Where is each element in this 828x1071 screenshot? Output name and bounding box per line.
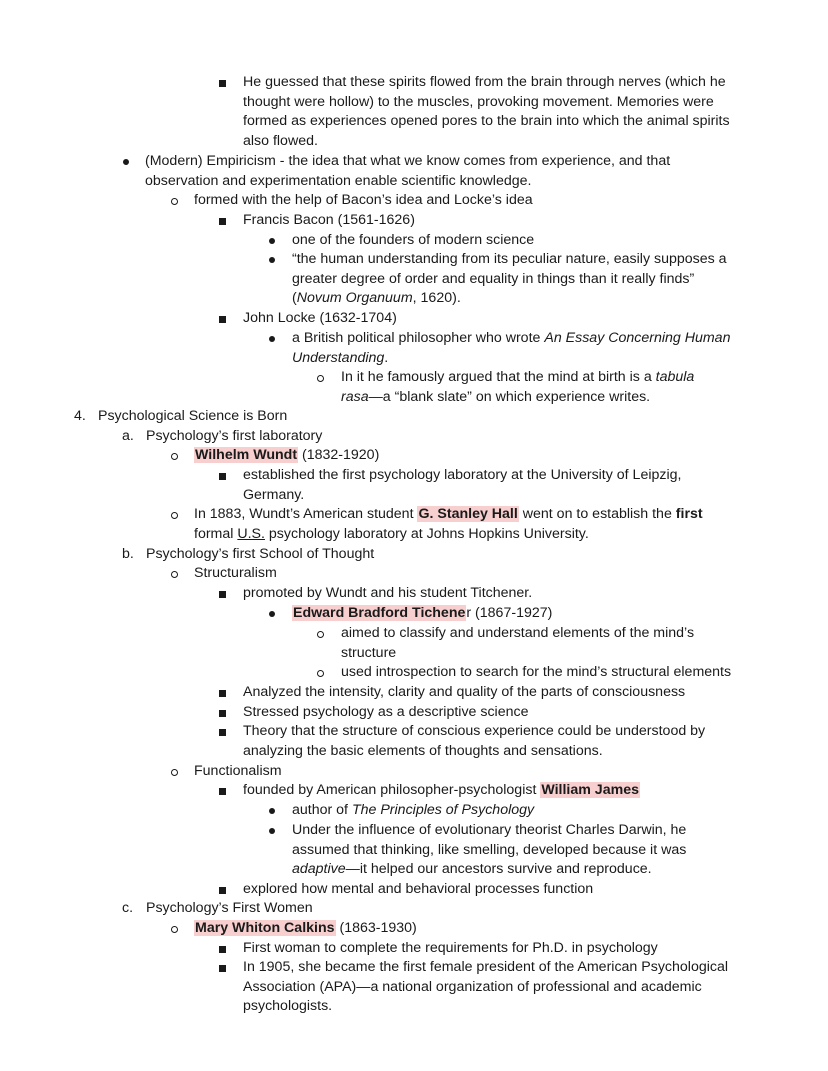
- list-letter: c.: [122, 900, 134, 916]
- text-line: [292, 801, 534, 821]
- circle-bullet-icon: [171, 512, 178, 519]
- text-line: [292, 604, 552, 624]
- book-title: Novum Organuum: [296, 290, 413, 307]
- text-line: Francis Bacon (1561-1626): [243, 212, 415, 228]
- bullet-icon: [269, 336, 275, 342]
- bold-word: first: [675, 506, 703, 522]
- square-bullet-icon: [219, 690, 226, 697]
- square-bullet-icon: [219, 729, 226, 736]
- text-line: [194, 919, 417, 939]
- text-line: Functionalism: [194, 763, 282, 779]
- text-run: author of: [292, 802, 352, 818]
- text-run: In 1883, Wundt’s American student: [194, 506, 418, 522]
- text-line: In 1905, she became the first female president of the American Psychological: [243, 959, 729, 975]
- text-line: psychologists.: [243, 998, 333, 1015]
- circle-bullet-icon: [171, 769, 178, 776]
- highlighted-name: Wilhelm Wundt: [195, 447, 298, 463]
- latin-term: tabula: [655, 369, 695, 385]
- text-line: [292, 329, 730, 349]
- text-line: [292, 860, 686, 880]
- text-run: —it helped our ancestors survive and reproduce.: [345, 861, 652, 878]
- highlighted-name: G. Stanley Hall: [418, 506, 518, 522]
- text-line: Psychology’s first School of Thought: [146, 546, 375, 562]
- text-line: Analyzed the intensity, clarity and quality of the parts of consciousness: [243, 684, 686, 700]
- circle-bullet-icon: [171, 571, 178, 578]
- text-run: , 1620).: [412, 290, 461, 307]
- text-line: Psychology’s first laboratory: [146, 428, 323, 444]
- text-line: John Locke (1632-1704): [243, 310, 397, 326]
- bullet-icon: [269, 808, 275, 814]
- text-run: (1832-1920): [298, 447, 380, 463]
- text-line: [194, 505, 703, 525]
- text-line: (Modern) Empiricism - the idea that what we know comes from experience, and that: [145, 153, 671, 169]
- text-line: [194, 525, 703, 545]
- circle-bullet-icon: [317, 375, 324, 382]
- book-title: The Principles of Psychology: [351, 802, 535, 818]
- text-line: greater degree of order and equality in things than it really finds”: [292, 270, 695, 287]
- bullet-icon: [269, 828, 275, 834]
- text-line: formed as experiences opened pores to the brain into which the animal spirits: [243, 113, 730, 130]
- text-line: analyzing the basic elements of thoughts and sensations.: [243, 742, 603, 759]
- text-run: —a “blank slate” on which experience writes.: [368, 388, 651, 405]
- text-line: thought were hollow) to the muscles, provoking movement. Memories were: [243, 93, 714, 110]
- italic-term: adaptive: [292, 861, 346, 878]
- square-bullet-icon: [219, 218, 226, 225]
- text-line: observation and experimentation enable scientific knowledge.: [145, 172, 532, 189]
- text-run: .: [384, 349, 389, 366]
- bullet-icon: [123, 159, 129, 165]
- text-line: [194, 446, 379, 466]
- text-line: also flowed.: [243, 133, 318, 150]
- bullet-icon: [269, 257, 275, 263]
- text-line: Psychology’s First Women: [146, 900, 313, 916]
- text-line: one of the founders of modern science: [292, 232, 535, 248]
- text-run: (1863-1930): [335, 920, 417, 936]
- text-run: a British political philosopher who wrote: [292, 330, 545, 346]
- square-bullet-icon: [219, 473, 226, 480]
- bullet-icon: [269, 611, 275, 617]
- circle-bullet-icon: [171, 198, 178, 205]
- text-line: promoted by Wundt and his student Titchener.: [243, 585, 533, 601]
- circle-bullet-icon: [317, 670, 324, 677]
- text-line: formed with the help of Bacon’s idea and Locke’s idea: [194, 192, 533, 208]
- square-bullet-icon: [219, 788, 226, 795]
- text-line: established the first psychology laboratory at the University of Leipzig,: [243, 467, 682, 483]
- circle-bullet-icon: [171, 926, 178, 933]
- list-letter: b.: [122, 546, 134, 562]
- highlighted-name: William James: [541, 782, 639, 798]
- underlined-word: U.S.: [237, 525, 265, 542]
- square-bullet-icon: [219, 887, 226, 894]
- text-line: assumed that thinking, like smelling, developed because it was: [292, 841, 687, 858]
- square-bullet-icon: [219, 591, 226, 598]
- bullet-icon: [269, 238, 275, 244]
- text-line: He guessed that these spirits flowed from the brain through nerves (which he: [243, 74, 726, 90]
- text-line: [341, 368, 694, 388]
- text-line: explored how mental and behavioral processes function: [243, 881, 594, 897]
- book-title: Understanding: [292, 349, 385, 366]
- text-line: Association (APA)—a national organization of professional and academic: [243, 978, 702, 995]
- text-line: aimed to classify and understand elements of the mind’s: [341, 625, 695, 641]
- text-run: In it he famously argued that the mind at birth is a: [341, 369, 656, 385]
- text-run: founded by American philosopher-psychologist: [243, 782, 541, 798]
- text-line: [292, 349, 730, 369]
- list-number: 4.: [74, 408, 86, 424]
- text-line: [243, 781, 640, 801]
- square-bullet-icon: [219, 316, 226, 323]
- text-run: r (1867-1927): [466, 605, 553, 621]
- text-line: First woman to complete the requirements for Ph.D. in psychology: [243, 940, 658, 956]
- latin-term: rasa: [341, 388, 369, 405]
- text-line: Stressed psychology as a descriptive science: [243, 704, 529, 720]
- square-bullet-icon: [219, 710, 226, 717]
- text-line: Structuralism: [194, 565, 277, 581]
- text-line: Under the influence of evolutionary theorist Charles Darwin, he: [292, 822, 687, 838]
- text-line: structure: [341, 644, 397, 661]
- book-title: An Essay Concerning Human: [544, 330, 731, 346]
- text-line: [341, 388, 694, 408]
- text-run: (: [292, 290, 297, 307]
- text-line: “the human understanding from its peculiar nature, easily supposes a: [292, 251, 727, 267]
- highlighted-name: Mary Whiton Calkins: [195, 920, 335, 936]
- text-run: went on to establish the: [518, 506, 676, 522]
- square-bullet-icon: [219, 946, 226, 953]
- highlighted-name: Edward Bradford Tichene: [293, 605, 466, 621]
- text-run: psychology laboratory at Johns Hopkins University.: [264, 525, 589, 542]
- text-line: used introspection to search for the mind’s structural elements: [341, 664, 732, 680]
- text-line: Psychological Science is Born: [98, 408, 288, 424]
- circle-bullet-icon: [317, 631, 324, 638]
- text-line: Germany.: [243, 486, 305, 503]
- text-line: Theory that the structure of conscious experience could be understood by: [243, 723, 706, 739]
- text-run: formal: [194, 525, 238, 542]
- square-bullet-icon: [219, 80, 226, 87]
- square-bullet-icon: [219, 965, 226, 972]
- circle-bullet-icon: [171, 453, 178, 460]
- text-line: [292, 289, 727, 309]
- list-letter: a.: [122, 428, 134, 444]
